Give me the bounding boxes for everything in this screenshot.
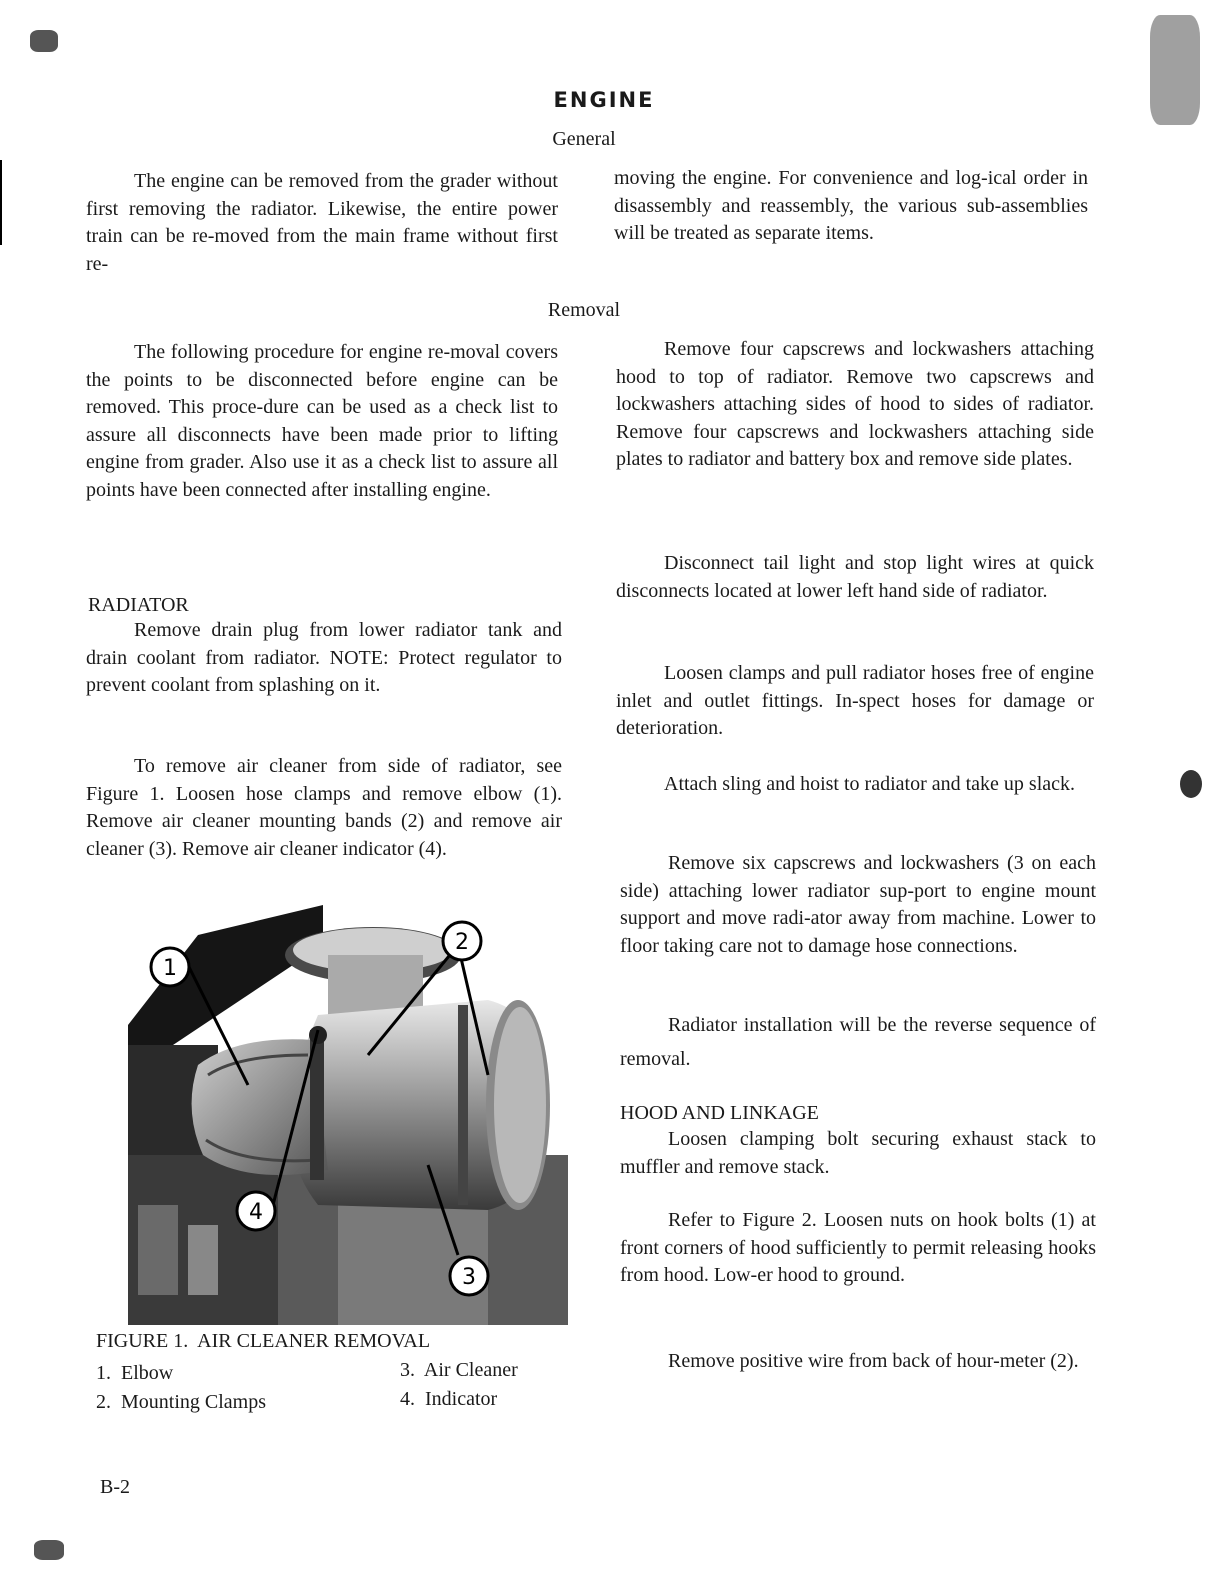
legend-number: 4.: [400, 1388, 415, 1410]
scan-speck: [1180, 770, 1202, 798]
callout-2-label: 2: [455, 930, 469, 955]
general-text-left: The engine can be removed from the grader without first removing the radiator. Likewise, the entire power train can be re-moved from the main frame without first re-: [86, 170, 558, 275]
hourmeter-text: Remove positive wire from back of hour-meter (2).: [668, 1350, 1079, 1372]
legend-item: [96, 1388, 376, 1417]
legend-item: [96, 1359, 376, 1388]
general-paragraph-right: [614, 165, 1088, 248]
scan-speck: [34, 1540, 64, 1560]
callout-4: [237, 1192, 275, 1230]
radiator-text-1: Remove drain plug from lower radiator tank and drain coolant from radiator. NOTE: Protect regulator to prevent coolant from splashing on it.: [86, 619, 562, 696]
hoses-paragraph: [616, 660, 1094, 743]
figure-1-photo: [128, 905, 568, 1325]
removal-intro-paragraph: [86, 339, 558, 504]
radiator-paragraph-1: [86, 617, 562, 700]
legend-number: 1.: [96, 1362, 111, 1384]
scan-speck: [30, 30, 58, 52]
page-title: ENGINE: [553, 88, 655, 112]
air-cleaner-photo-illustration: [128, 905, 568, 1325]
callout-1-label: 1: [163, 956, 177, 981]
callout-2: [443, 922, 481, 960]
installation-text: Radiator installation will be the reverse sequence of removal.: [620, 1014, 1096, 1070]
installation-paragraph: [620, 1008, 1096, 1076]
legend-item: [400, 1385, 580, 1414]
tail-light-text: Disconnect tail light and stop light wires at quick disconnects located at lower left hand side of radiator.: [616, 552, 1094, 602]
callout-3-label: 3: [462, 1265, 476, 1290]
figure-1-caption: FIGURE 1. AIR CLEANER REMOVAL: [96, 1330, 431, 1352]
legend-label: Indicator: [425, 1388, 498, 1410]
figure-1-legend-left: [96, 1359, 376, 1417]
figure-1-legend-right: [400, 1356, 580, 1414]
capscrews-text: Remove six capscrews and lockwashers (3 on each side) attaching lower radiator sup-port to engine mount support and move radi-ator away from machine. Lower to floor taking care not to damage hose connections.: [620, 852, 1096, 957]
hood-removal-text: Remove four capscrews and lockwashers attaching hood to top of radiator. Remove two capscrews and lockwashers attaching sides of hood to sides of radiator. Remove four capscrews and lockwashers attaching side plates to radiator and battery box and remove side plates.: [616, 338, 1094, 470]
hoses-text: Loosen clamps and pull radiator hoses free of engine inlet and outlet fittings. In-spect hoses for damage or deterioration.: [616, 662, 1094, 739]
page-number: B-2: [100, 1476, 130, 1498]
general-text-right: moving the engine. For convenience and log-ical order in disassembly and reassembly, the various sub-assemblies will be treated as separate items.: [614, 167, 1088, 244]
callout-3: [450, 1257, 488, 1295]
legend-number: 2.: [96, 1391, 111, 1413]
legend-label: Mounting Clamps: [121, 1391, 267, 1413]
exhaust-text: Loosen clamping bolt securing exhaust stack to muffler and remove stack.: [620, 1128, 1096, 1178]
sling-text: Attach sling and hoist to radiator and take up slack.: [664, 773, 1076, 795]
callout-4-label: 4: [249, 1200, 263, 1225]
hook-bolts-text: Refer to Figure 2. Loosen nuts on hook bolts (1) at front corners of hood sufficiently to permit releasing hooks from hood. Low-er hood to ground.: [620, 1209, 1096, 1286]
legend-label: Elbow: [121, 1362, 174, 1384]
general-paragraph-left: [86, 168, 558, 278]
exhaust-paragraph: [620, 1126, 1096, 1181]
radiator-text-2: To remove air cleaner from side of radiator, see Figure 1. Loosen hose clamps and remove elbow (1). Remove air cleaner mounting bands (2) and remove air cleaner (3). Remove air cleaner indicator (4).: [86, 755, 562, 860]
capscrews-paragraph: [620, 850, 1096, 960]
hook-bolts-paragraph: [620, 1207, 1096, 1290]
radiator-heading: RADIATOR: [88, 594, 189, 616]
removal-hood-paragraph: [616, 336, 1094, 474]
hourmeter-paragraph: [620, 1348, 1096, 1376]
legend-label: Air Cleaner: [423, 1359, 518, 1381]
removal-intro-text: The following procedure for engine re-moval covers the points to be disconnected before engine can be removed. This proce-dure can be used as a check list to assure all disconnects have been made prior to lifting engine from grader. Also use it as a check list to assure all points have been connected after installing engine.: [86, 341, 558, 501]
section-heading-removal: Removal: [547, 299, 621, 321]
legend-item: [400, 1356, 580, 1385]
callout-1: [151, 948, 189, 986]
hood-linkage-heading: HOOD AND LINKAGE: [620, 1102, 819, 1124]
sling-paragraph: [616, 771, 1094, 799]
scan-edge-line: [0, 160, 2, 245]
legend-number: 3.: [400, 1359, 415, 1381]
tail-light-paragraph: [616, 550, 1094, 605]
radiator-paragraph-2: [86, 753, 562, 863]
section-heading-general: General: [552, 128, 616, 150]
